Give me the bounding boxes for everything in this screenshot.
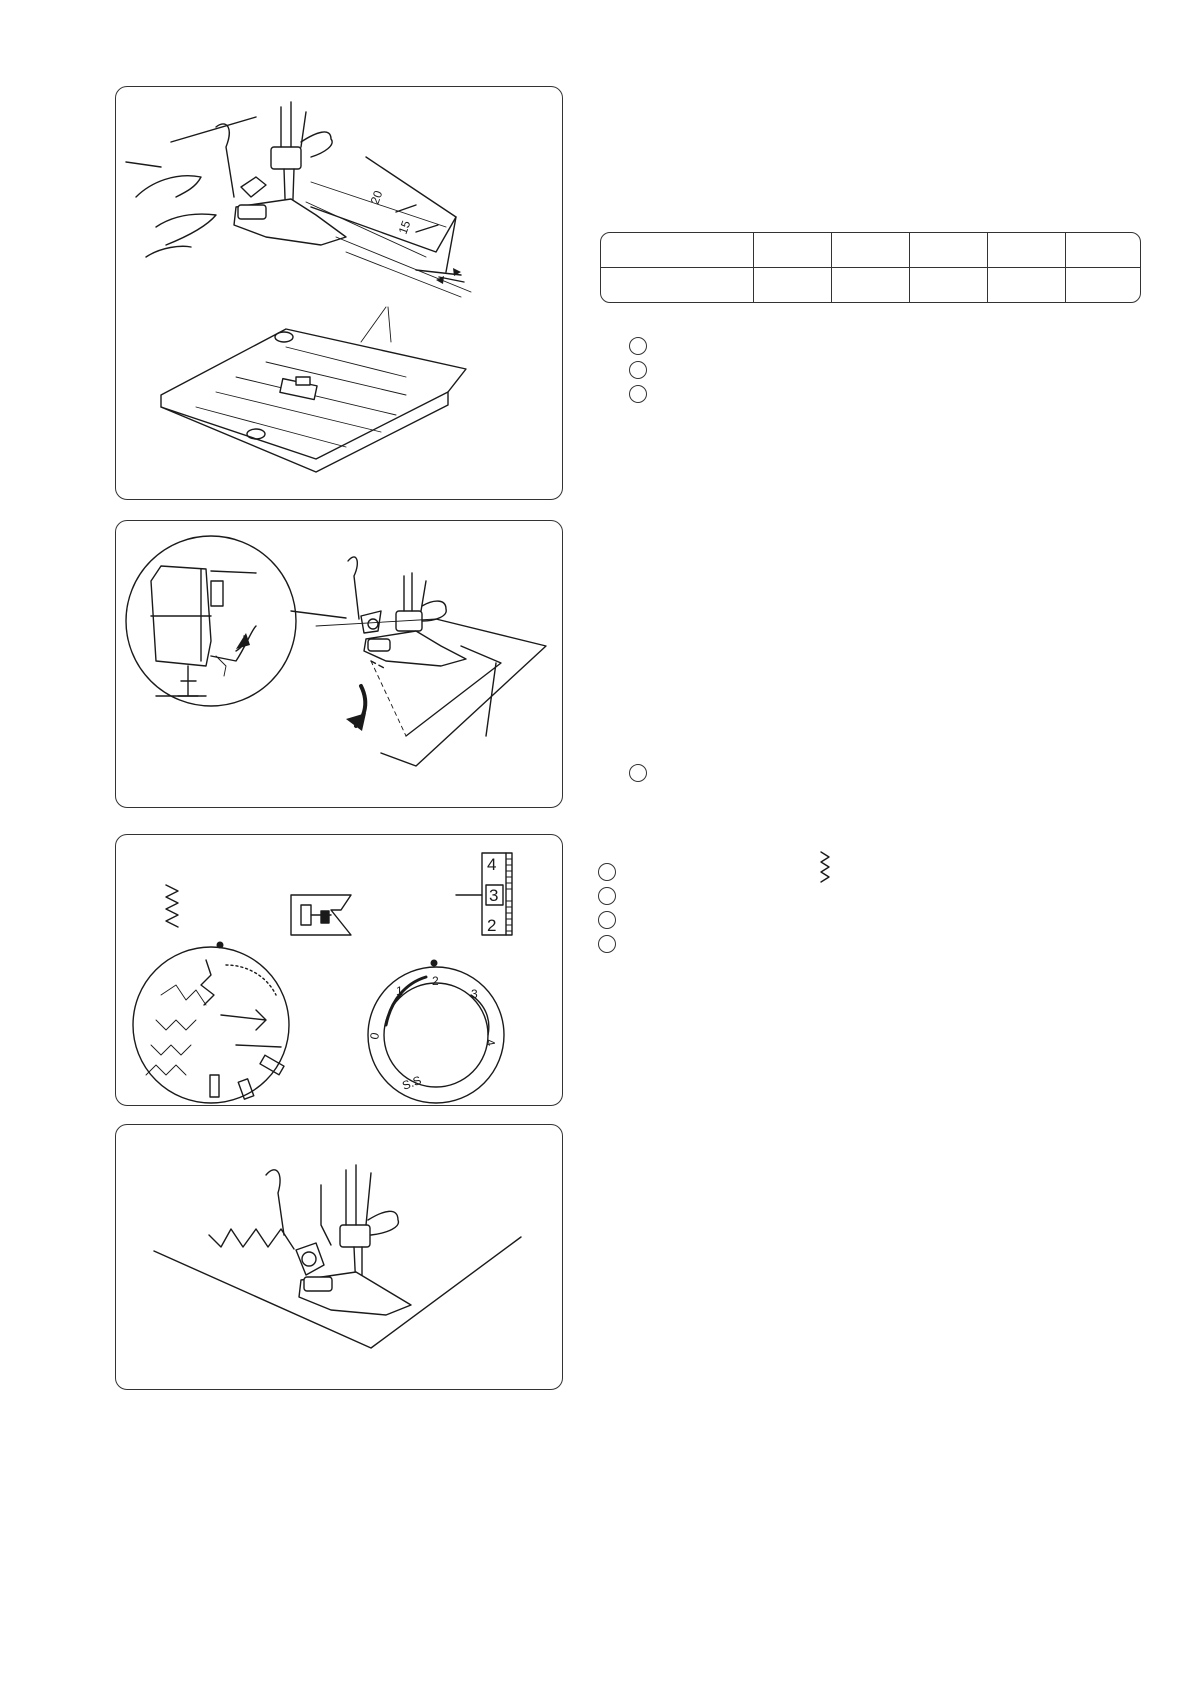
guide-mark-15: 15 <box>395 218 414 237</box>
table-cell <box>1065 268 1141 303</box>
marker-circle <box>598 935 616 953</box>
table-cell <box>1065 233 1141 268</box>
width-mark-3: 3 <box>471 987 478 1001</box>
table-cell <box>831 233 909 268</box>
marker-circle <box>598 863 616 881</box>
tension-mark-4: 4 <box>487 855 497 874</box>
marker-circle <box>598 887 616 905</box>
tension-scale <box>456 853 512 935</box>
zigzag-stitch-icon <box>166 885 178 927</box>
zigzag-stitch-icon <box>818 850 832 884</box>
tension-mark-3: 3 <box>489 886 499 905</box>
guide-mark-20: 20 <box>367 188 386 207</box>
marker-circle <box>598 911 616 929</box>
table-cell <box>909 233 987 268</box>
figure-zigzag-sewing <box>115 1124 563 1390</box>
zigzag-sewing-illustration <box>116 1125 563 1390</box>
table-cell <box>909 268 987 303</box>
table-cell <box>831 268 909 303</box>
marker-circle <box>629 361 647 379</box>
width-mark-ss: S.S <box>400 1073 424 1093</box>
table-cell <box>987 233 1065 268</box>
table-cell <box>601 268 753 303</box>
table-row <box>601 233 1141 268</box>
marker-circle <box>629 337 647 355</box>
marker-circle <box>629 385 647 403</box>
zigzag-settings-illustration <box>116 835 563 1106</box>
figure-pivoting <box>115 520 563 808</box>
pivot-illustration <box>116 521 563 808</box>
pattern-dial <box>133 942 289 1104</box>
figure-seam-guide <box>115 86 563 500</box>
table-cell <box>987 268 1065 303</box>
width-mark-0: 0 <box>367 1031 383 1041</box>
table-cell <box>753 233 831 268</box>
width-mark-2: 2 <box>432 974 439 988</box>
figure-zigzag-settings <box>115 834 563 1106</box>
width-mark-4: 4 <box>483 1038 498 1048</box>
table-row <box>601 268 1141 303</box>
tension-mark-2: 2 <box>487 916 497 935</box>
seam-guide-table <box>600 232 1141 303</box>
seam-guide-illustration <box>116 87 563 500</box>
table-cell <box>753 268 831 303</box>
presser-foot-icon <box>291 895 351 935</box>
width-mark-1: 1 <box>396 984 403 998</box>
marker-circle <box>629 764 647 782</box>
table-cell <box>601 233 753 268</box>
width-dial <box>367 960 504 1104</box>
